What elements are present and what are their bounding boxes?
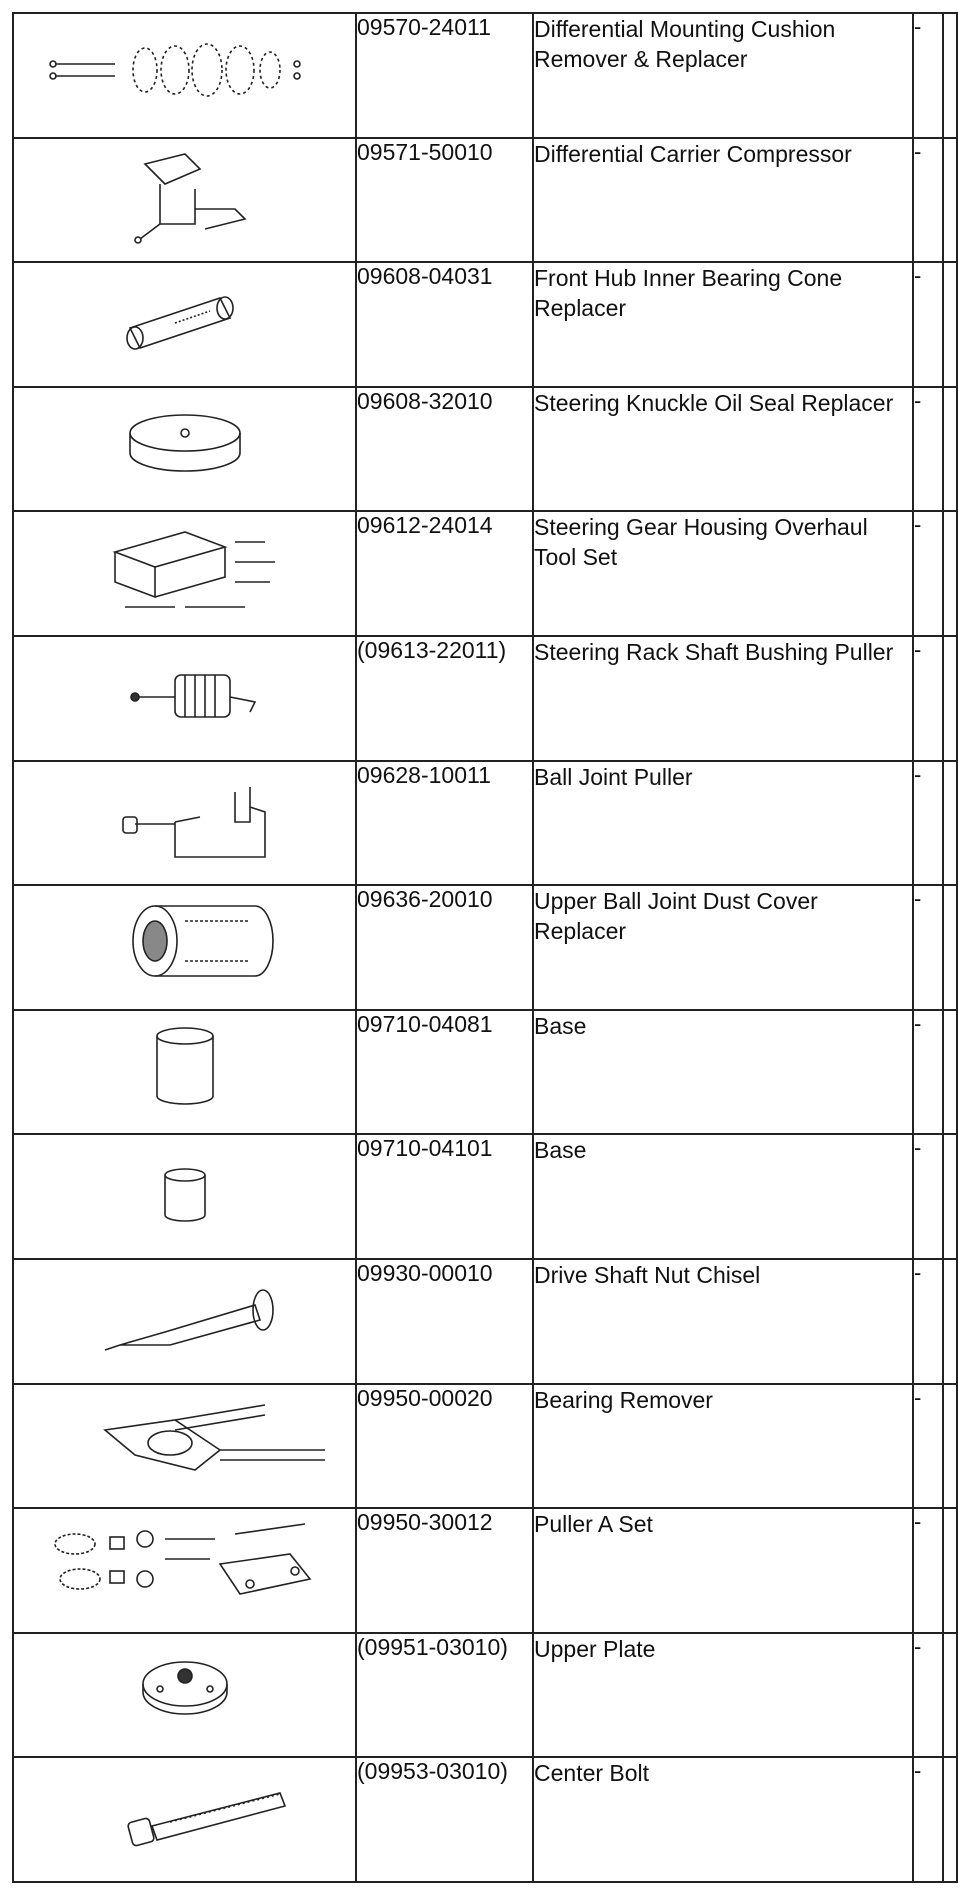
tool-note: - — [913, 138, 943, 263]
part-number: 09930-00010 — [356, 1259, 533, 1384]
part-number: 09628-10011 — [356, 761, 533, 886]
table-row — [13, 511, 957, 636]
ball-joint-puller-icon — [35, 762, 335, 872]
bearing-cone-replacer-icon — [35, 263, 335, 373]
table-row — [13, 1757, 957, 1882]
edge-column — [943, 1633, 957, 1758]
tool-note: - — [913, 387, 943, 512]
overhaul-tool-set-icon — [35, 512, 335, 622]
edge-column — [943, 761, 957, 886]
tool-image-cell — [13, 138, 356, 263]
edge-column — [943, 885, 957, 1010]
center-bolt-icon — [35, 1758, 335, 1868]
tool-image-cell — [13, 387, 356, 512]
edge-column — [943, 387, 957, 512]
tool-image-cell — [13, 636, 356, 761]
tool-name: Bearing Remover — [533, 1384, 913, 1509]
edge-column — [943, 1010, 957, 1135]
part-number: 09950-30012 — [356, 1508, 533, 1633]
base-tall-icon — [35, 1011, 335, 1121]
tool-image-cell — [13, 511, 356, 636]
table-row — [13, 1010, 957, 1135]
tool-name: Ball Joint Puller — [533, 761, 913, 886]
part-number: 09571-50010 — [356, 138, 533, 263]
oil-seal-replacer-icon — [35, 388, 335, 498]
tool-image-cell — [13, 885, 356, 1010]
tool-name: Puller A Set — [533, 1508, 913, 1633]
tool-name: Differential Mounting Cushion Remover & Replacer — [533, 13, 913, 138]
edge-column — [943, 1508, 957, 1633]
table-row — [13, 1508, 957, 1633]
table-row — [13, 1134, 957, 1259]
tool-note: - — [913, 1633, 943, 1758]
carrier-compressor-icon — [35, 139, 335, 249]
bushing-puller-icon — [35, 637, 335, 747]
tool-image-cell — [13, 1757, 356, 1882]
edge-column — [943, 262, 957, 387]
part-number: 09636-20010 — [356, 885, 533, 1010]
tool-image-cell — [13, 262, 356, 387]
table-row — [13, 138, 957, 263]
dust-cover-replacer-icon — [35, 886, 335, 996]
part-number: 09612-24014 — [356, 511, 533, 636]
tool-image-cell — [13, 1508, 356, 1633]
part-number: 09710-04081 — [356, 1010, 533, 1135]
tool-image-cell — [13, 13, 356, 138]
tool-note: - — [913, 1757, 943, 1882]
part-number: 09950-00020 — [356, 1384, 533, 1509]
tool-name: Upper Ball Joint Dust Cover Replacer — [533, 885, 913, 1010]
tool-note: - — [913, 1259, 943, 1384]
tool-note: - — [913, 1134, 943, 1259]
tool-image-cell — [13, 1259, 356, 1384]
tool-name: Upper Plate — [533, 1633, 913, 1758]
puller-set-icon — [35, 1509, 335, 1619]
tool-image-cell — [13, 1010, 356, 1135]
tool-note: - — [913, 262, 943, 387]
edge-column — [943, 1384, 957, 1509]
tool-note: - — [913, 885, 943, 1010]
tool-note: - — [913, 511, 943, 636]
edge-column — [943, 511, 957, 636]
mounting-cushion-tool-icon — [35, 14, 335, 124]
tool-image-cell — [13, 761, 356, 886]
special-tools-table — [12, 12, 958, 1883]
tool-image-cell — [13, 1134, 356, 1259]
tool-note: - — [913, 1508, 943, 1633]
part-number: (09613-22011) — [356, 636, 533, 761]
part-number: 09608-04031 — [356, 262, 533, 387]
edge-column — [943, 138, 957, 263]
part-number: 09608-32010 — [356, 387, 533, 512]
edge-column — [943, 1134, 957, 1259]
bearing-remover-icon — [35, 1385, 335, 1495]
part-number: 09570-24011 — [356, 13, 533, 138]
tool-note: - — [913, 636, 943, 761]
tool-name: Steering Knuckle Oil Seal Replacer — [533, 387, 913, 512]
table-row — [13, 387, 957, 512]
table-row — [13, 13, 957, 138]
tool-name: Front Hub Inner Bearing Cone Replacer — [533, 262, 913, 387]
tool-image-cell — [13, 1384, 356, 1509]
tool-name: Base — [533, 1010, 913, 1135]
tool-image-cell — [13, 1633, 356, 1758]
chisel-icon — [35, 1260, 335, 1370]
tool-name: Center Bolt — [533, 1757, 913, 1882]
edge-column — [943, 636, 957, 761]
part-number: 09710-04101 — [356, 1134, 533, 1259]
table-row — [13, 1259, 957, 1384]
tool-note: - — [913, 1384, 943, 1509]
edge-column — [943, 13, 957, 138]
base-short-icon — [35, 1135, 335, 1245]
table-row — [13, 1633, 957, 1758]
table-row — [13, 636, 957, 761]
table-row — [13, 1384, 957, 1509]
tool-name: Drive Shaft Nut Chisel — [533, 1259, 913, 1384]
tool-name: Steering Gear Housing Overhaul Tool Set — [533, 511, 913, 636]
table-row — [13, 761, 957, 886]
part-number: (09953-03010) — [356, 1757, 533, 1882]
edge-column — [943, 1757, 957, 1882]
tool-name: Base — [533, 1134, 913, 1259]
tool-note: - — [913, 761, 943, 886]
tool-list-sheet — [12, 12, 958, 1882]
tool-note: - — [913, 13, 943, 138]
part-number: (09951-03010) — [356, 1633, 533, 1758]
table-row — [13, 262, 957, 387]
tool-name: Steering Rack Shaft Bushing Puller — [533, 636, 913, 761]
tool-note: - — [913, 1010, 943, 1135]
edge-column — [943, 1259, 957, 1384]
table-row — [13, 885, 957, 1010]
upper-plate-icon — [35, 1634, 335, 1744]
tool-name: Differential Carrier Compressor — [533, 138, 913, 263]
